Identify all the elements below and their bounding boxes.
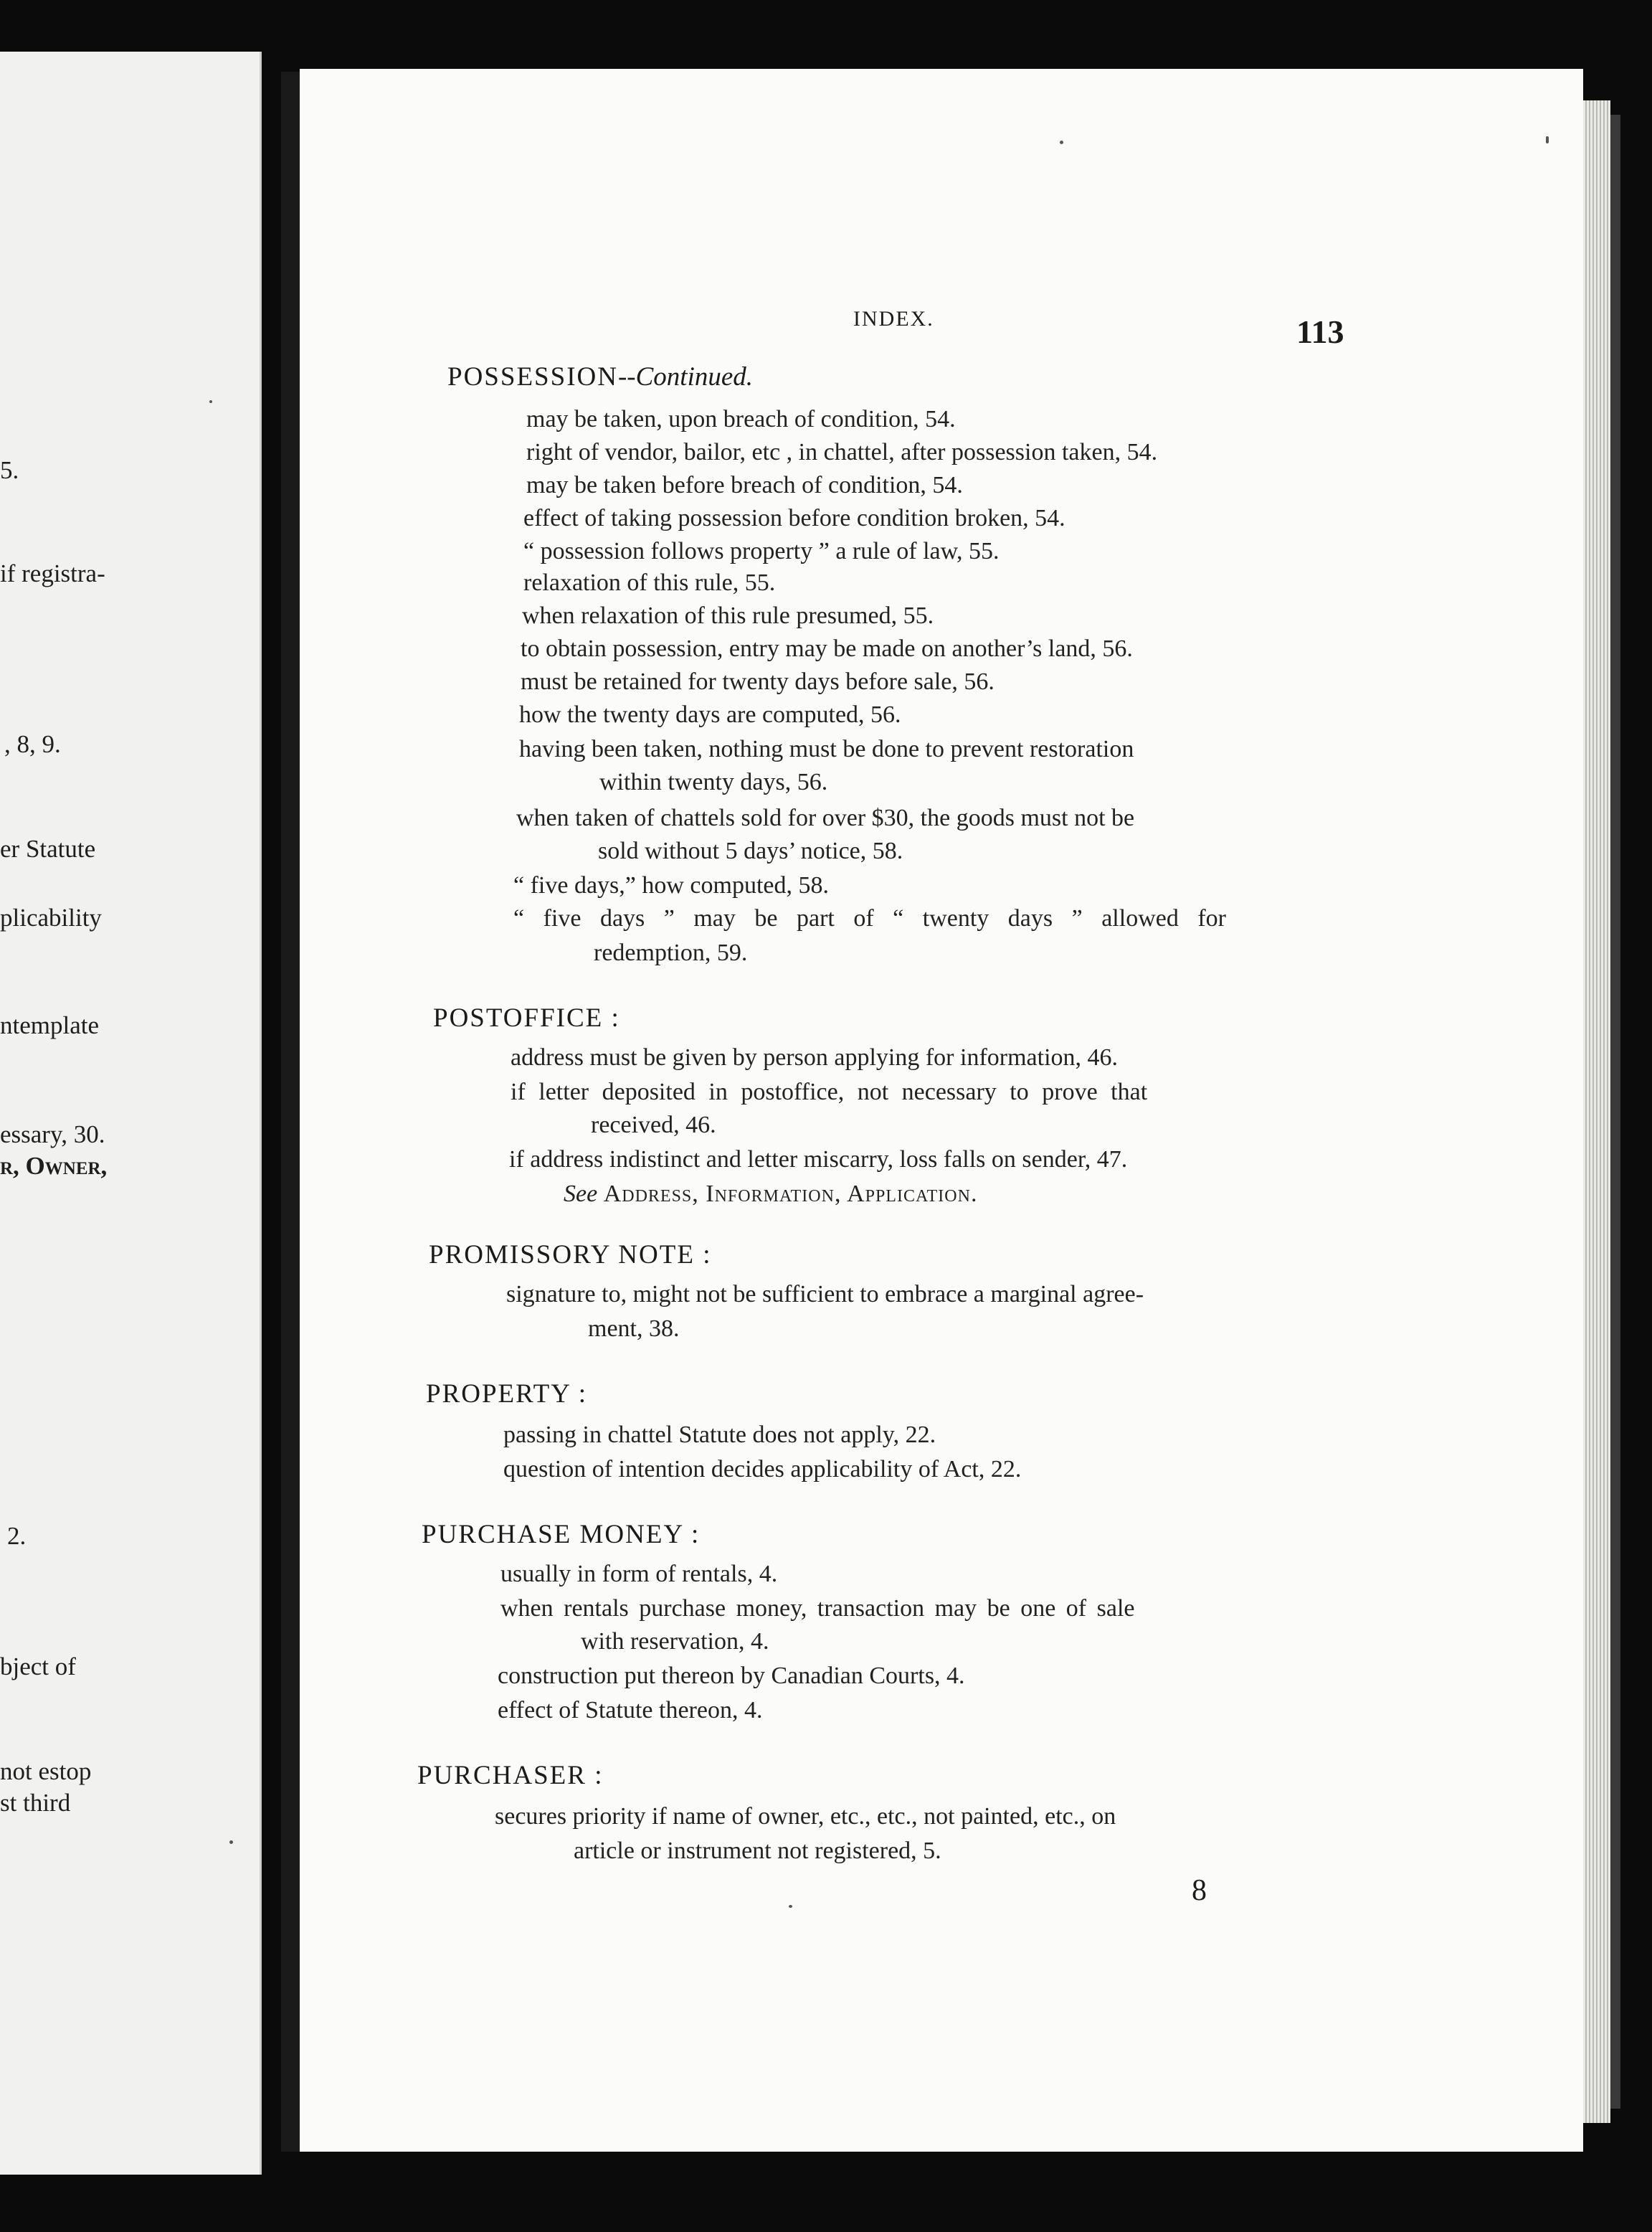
continued-label: --Continued. [617,362,754,392]
index-entry: to obtain possession, entry may be made on another’s land, 56. [521,635,1133,662]
page-number: 113 [1296,313,1344,350]
signature-mark: 8 [1192,1874,1207,1907]
running-header: INDEX. [853,307,934,331]
page-edge-shadow [1610,115,1620,2109]
index-entry: right of vendor, bailor, etc , in chattel, after possession taken, 54. [526,439,1158,465]
index-entry: must be retained for twenty days before sale, 56. [521,668,994,695]
index-entry: having been taken, nothing must be done to prevent restoration [519,736,1134,762]
index-entry: how the twenty days are computed, 56. [519,701,901,728]
index-entry: signature to, might not be sufficient to embrace a marginal agree- [506,1281,1144,1307]
index-heading-purchaser: PURCHASER : [417,1761,604,1790]
index-entry: when rentals purchase money, transaction may be one of sale [500,1595,1135,1622]
scan-speck [1546,136,1549,143]
index-heading-purchase-money: PURCHASE MONEY : [422,1520,701,1549]
book-gutter [281,72,300,2152]
index-entry: when taken of chattels sold for over $30, the goods must not be [516,805,1135,831]
scan-speck [789,1905,792,1908]
scan-speck [1060,141,1063,144]
left-fragment: essary, 30. [0,1120,105,1148]
index-entry: when relaxation of this rule presumed, 55. [522,602,934,629]
index-entry: question of intention decides applicability of Act, 22. [503,1456,1022,1483]
index-entry: relaxation of this rule, 55. [523,569,776,596]
left-fragment: not estop [0,1757,92,1785]
index-entry: address must be given by person applying for information, 46. [511,1044,1119,1071]
left-fragment: if registra- [0,559,105,587]
index-entry: if address indistinct and letter miscarry, loss falls on sender, 47. [509,1146,1128,1173]
index-entry: if letter deposited in postoffice, not necessary to prove that [511,1079,1148,1105]
left-fragment: r, Owner, [0,1152,108,1180]
index-entry: may be taken, upon breach of condition, 54. [526,406,956,432]
left-facing-page [0,52,262,2175]
left-fragment: ntemplate [0,1011,100,1039]
index-entry: passing in chattel Statute does not apply, 22. [503,1422,936,1448]
index-entry: effect of Statute thereon, 4. [498,1697,763,1723]
left-fragment: 5. [0,456,19,484]
scan-speck [209,400,212,403]
index-entry: secures priority if name of owner, etc., etc., not painted, etc., on [495,1803,1116,1830]
index-entry: “ possession follows property ” a rule of law, 55. [523,538,1000,564]
index-entry: may be taken before breach of condition, 54. [526,472,963,498]
scan-speck [229,1840,233,1844]
page-edges [1583,100,1610,2123]
index-entry-continuation: within twenty days, 56. [599,769,828,795]
index-entry-continuation: with reservation, 4. [581,1628,769,1655]
index-entry-continuation: redemption, 59. [594,940,748,966]
index-entry: “ five days,” how computed, 58. [513,872,829,899]
index-heading-property: PROPERTY : [426,1379,588,1409]
index-entry-continuation: sold without 5 days’ notice, 58. [598,838,903,864]
index-heading-postoffice: POSTOFFICE : [433,1003,620,1033]
left-fragment: , 8, 9. [4,730,61,758]
index-entry-continuation: article or instrument not registered, 5. [574,1838,941,1864]
index-entry: usually in form of rentals, 4. [500,1561,778,1587]
see-also-terms: Address, Information, Application. [603,1181,978,1207]
index-entry: construction put thereon by Canadian Courts, 4. [498,1663,965,1689]
left-fragment: plicability [0,904,102,932]
see-also-reference [564,1181,977,1208]
index-heading-promissory-note: PROMISSORY NOTE : [429,1240,712,1269]
left-fragment: bject of [0,1652,76,1680]
index-heading-possession: POSSESSION--Continued. [447,362,754,392]
index-entry-continuation: ment, 38. [588,1315,680,1342]
left-fragment: er Statute [0,835,96,863]
see-label: See [564,1181,598,1207]
index-entry: effect of taking possession before condition broken, 54. [523,505,1065,531]
left-fragment: st third [0,1789,71,1817]
index-entry: “ five days ” may be part of “ twenty days ” allowed for [513,905,1226,932]
left-fragment: 2. [7,1522,27,1550]
index-entry-continuation: received, 46. [591,1112,716,1138]
